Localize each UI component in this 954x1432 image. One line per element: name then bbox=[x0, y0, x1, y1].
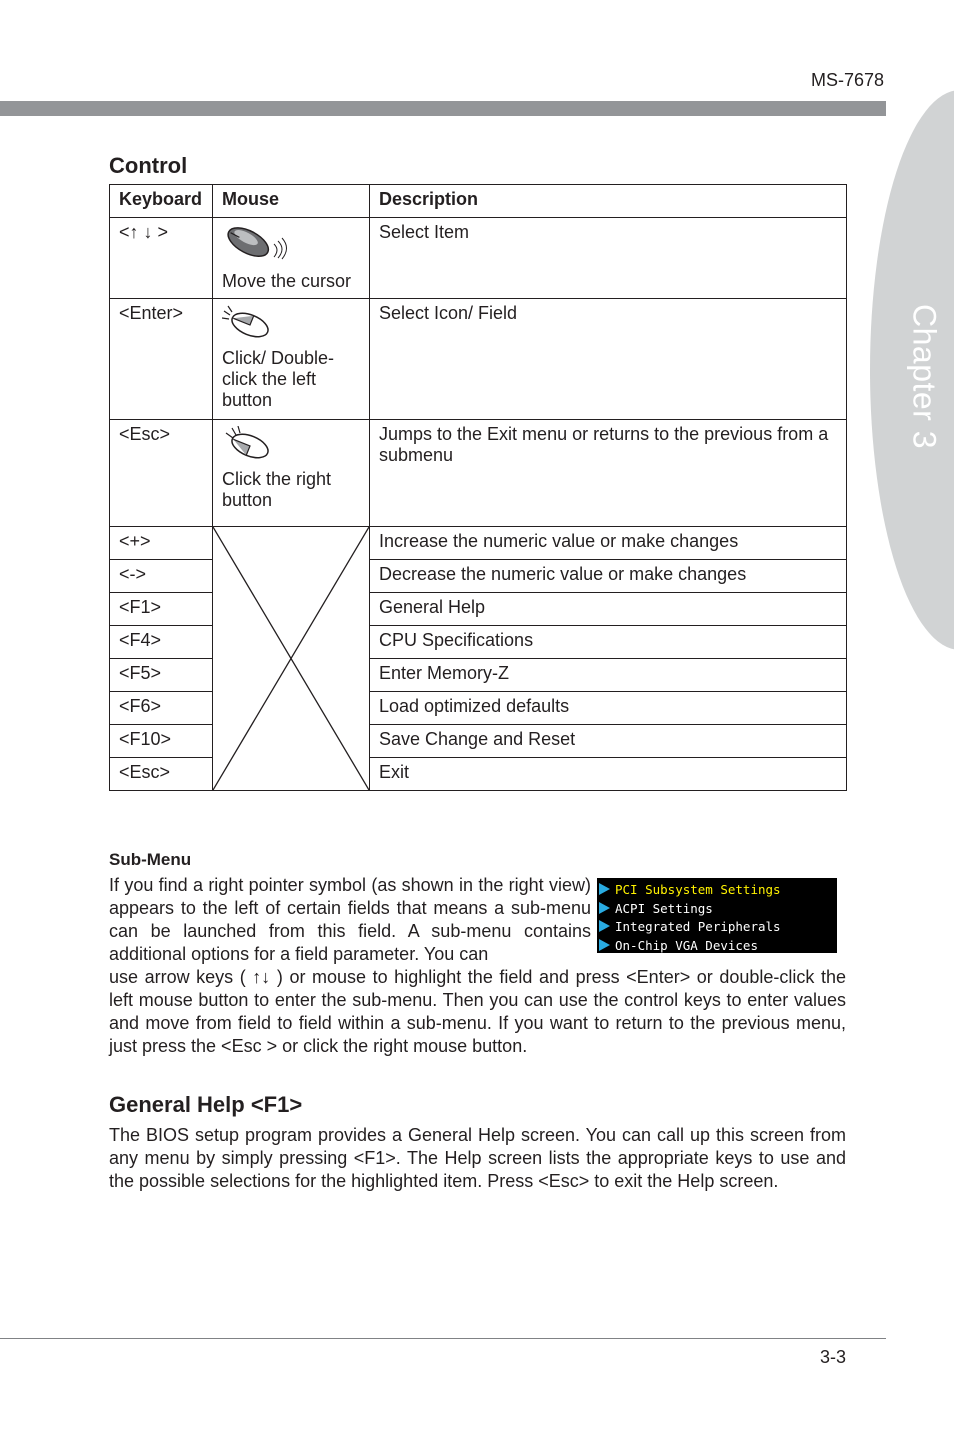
right-pointer-icon bbox=[599, 902, 610, 914]
mouse-cell bbox=[213, 299, 370, 420]
control-heading: Control bbox=[109, 153, 188, 178]
right-pointer-icon bbox=[599, 920, 610, 932]
column-header-keyboard: Keyboard bbox=[110, 185, 213, 218]
chapter-tab-label: Chapter 3 bbox=[906, 303, 943, 450]
model-label: MS-7678 bbox=[810, 70, 884, 90]
not-applicable-cross bbox=[213, 527, 370, 791]
column-header-description: Description bbox=[370, 185, 847, 218]
general-help-heading: General Help <F1> bbox=[109, 1092, 303, 1117]
submenu-heading: Sub-Menu bbox=[109, 850, 192, 869]
column-header-mouse: Mouse bbox=[213, 185, 370, 218]
mouse-move-icon bbox=[222, 224, 360, 267]
cross-lines bbox=[213, 527, 369, 790]
page-number: 3-3 bbox=[819, 1347, 846, 1367]
header-bar bbox=[0, 101, 886, 116]
mouse-left-click-icon bbox=[222, 305, 360, 344]
right-pointer-icon bbox=[599, 883, 610, 895]
mouse-action-text: Move the cursor bbox=[222, 271, 352, 291]
mouse-action-text: Click the right button bbox=[222, 469, 332, 510]
description-cell: Select Item bbox=[370, 218, 847, 299]
key-cell: <Esc> bbox=[110, 758, 213, 791]
general-help-paragraph: The BIOS setup program provides a General Help screen. You can call up this screen from any menu by simply pressing <F1>. The Help screen lists the appropriate keys to use and the possible selections for the highlighted item. Press <Esc> to exit the Help screen. bbox=[109, 1125, 846, 1191]
key-cell: <F5> bbox=[110, 659, 213, 692]
footer-rule bbox=[0, 1338, 886, 1339]
bios-menu-item: ACPI Settings bbox=[597, 899, 713, 917]
bios-submenu-screenshot bbox=[597, 878, 837, 953]
description-cell: Load optimized defaults bbox=[370, 692, 847, 725]
description-cell: Exit bbox=[370, 758, 847, 791]
description-cell: General Help bbox=[370, 593, 847, 626]
key-cell: <Enter> bbox=[110, 299, 213, 420]
key-cell: <F10> bbox=[110, 725, 213, 758]
description-cell: Decrease the numeric value or make changes bbox=[370, 560, 847, 593]
mouse-right-click-icon bbox=[222, 426, 360, 465]
key-cell: <↑ ↓ > bbox=[110, 218, 213, 299]
bios-menu-item: PCI Subsystem Settings bbox=[597, 880, 781, 898]
description-cell: Jumps to the Exit menu or returns to the previous from a submenu bbox=[370, 420, 847, 527]
description-cell: Increase the numeric value or make changes bbox=[370, 527, 847, 560]
description-cell: Enter Memory-Z bbox=[370, 659, 847, 692]
table-row bbox=[110, 299, 847, 420]
mouse-cell bbox=[213, 218, 370, 299]
right-pointer-icon bbox=[599, 939, 610, 951]
key-cell: <F6> bbox=[110, 692, 213, 725]
description-cell: Save Change and Reset bbox=[370, 725, 847, 758]
description-cell: CPU Specifications bbox=[370, 626, 847, 659]
key-cell: <Esc> bbox=[110, 420, 213, 527]
bios-menu-item: Integrated Peripherals bbox=[597, 917, 781, 935]
key-cell: <+> bbox=[110, 527, 213, 560]
key-cell: <F4> bbox=[110, 626, 213, 659]
key-cell: <-> bbox=[110, 560, 213, 593]
mouse-cell bbox=[213, 420, 370, 527]
control-table bbox=[109, 184, 847, 791]
table-row bbox=[110, 218, 847, 299]
submenu-paragraph-wrap: If you find a right pointer symbol (as shown in the right view) appears to the left of certain fields that means a sub-menu can be launched from this field. A sub-menu contains additional options for a field parameter. You can bbox=[109, 875, 591, 964]
submenu-paragraph-full: use arrow keys ( ↑↓ ) or mouse to highlight the field and press <Enter> or double-click the left mouse button to enter the sub-menu. Then you can use the control keys to enter values and move from field to field within a sub-menu. If you want to return to the previous menu, just press the <Esc > or click the right mouse button. bbox=[109, 967, 846, 1056]
key-cell: <F1> bbox=[110, 593, 213, 626]
description-cell: Select Icon/ Field bbox=[370, 299, 847, 420]
mouse-action-text: Click/ Double-click the left button bbox=[222, 348, 335, 410]
bios-menu-item: On-Chip VGA Devices bbox=[597, 936, 758, 954]
table-row bbox=[110, 420, 847, 527]
table-row bbox=[110, 527, 847, 560]
table-header-row bbox=[110, 185, 847, 218]
